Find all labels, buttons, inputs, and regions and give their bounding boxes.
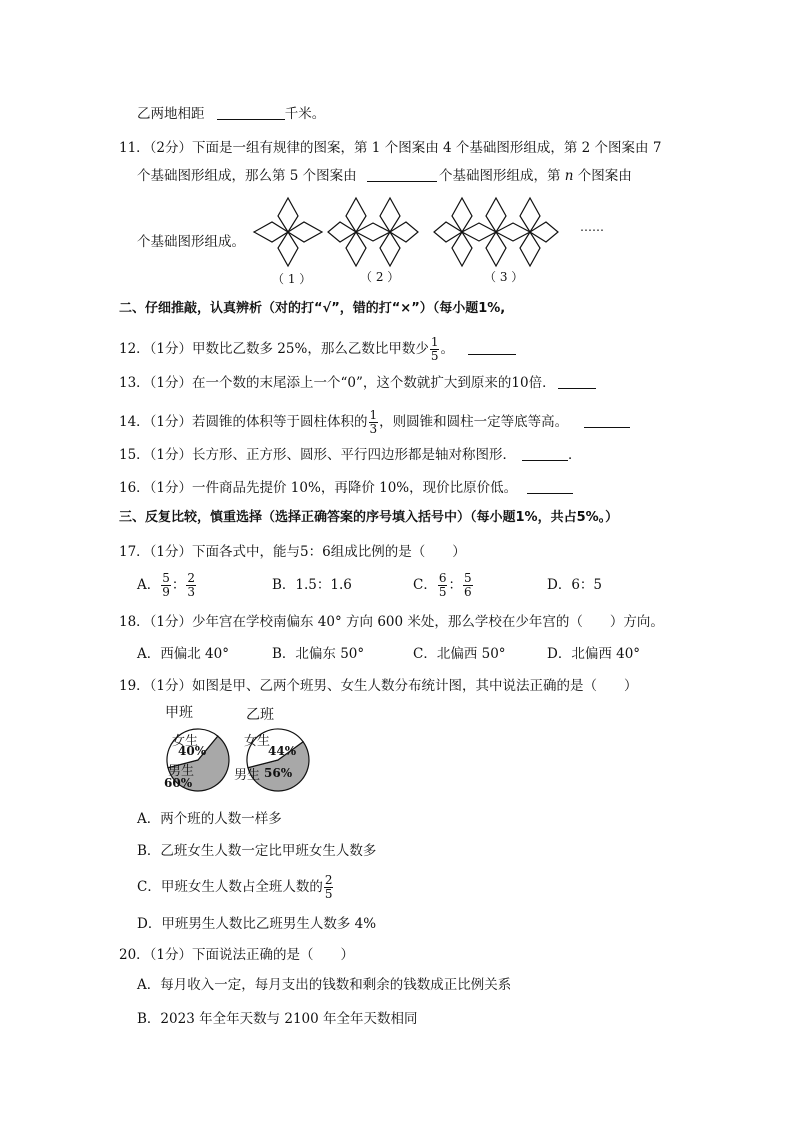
section-3-title: 三、反复比较，慎重选择（选择正确答案的序号填入括号中）（每小题1%，共占5%。）	[119, 510, 619, 525]
q18-option-d[interactable]: D．北偏西 40°	[547, 646, 641, 662]
q10-tail	[137, 104, 325, 124]
q17-a-frac2	[186, 572, 196, 599]
section-2-title: 二、仔细推敲，认真辨析（对的打“√”，错的打“×”）（每小题1%,	[119, 301, 506, 316]
frac-num: 5	[463, 571, 472, 585]
q12-fraction	[430, 336, 440, 363]
q17-a-sep: ：	[171, 577, 186, 593]
q17-c-frac2	[463, 572, 473, 599]
q14-blank[interactable]	[584, 413, 630, 428]
q14-text: 14．（1分）若圆锥的体积等于圆柱体积的	[119, 414, 368, 430]
pattern-1	[254, 198, 322, 266]
q17-option-a[interactable]	[137, 568, 197, 602]
q15-text: 15．（1分）长方形、正方形、圆形、平行四边形都是轴对称图形．	[119, 447, 517, 463]
pie-2-girl-label: 女生	[244, 734, 271, 749]
pattern-3	[434, 198, 558, 266]
pattern-label-1: （ 1 ）	[272, 272, 312, 286]
pie-2-title: 乙班	[246, 707, 274, 723]
pie-1-boy-label: 男生	[168, 764, 195, 779]
q20-option-b[interactable]: B．2023 年全年天数与 2100 年全年天数相同	[137, 1011, 418, 1027]
q16	[119, 478, 573, 498]
frac-num: 6	[438, 571, 447, 585]
q19-c-text: C．甲班女生人数占全班人数的	[137, 879, 323, 895]
q14	[119, 409, 630, 436]
q19-c-fraction	[324, 874, 334, 901]
q11-text-b: 个基础图形组成，第	[438, 168, 561, 184]
q15	[119, 445, 582, 465]
pie-2-girl-pct: 44%	[268, 744, 297, 758]
q11-stem-line1: 11．（2分）下面是一组有规律的图案，第 1 个图案由 4 个基础图形组成，第 2 个图案由 7	[119, 140, 662, 156]
q11-stem-line2	[137, 166, 632, 186]
frac-num: 2	[187, 571, 196, 585]
pie-2-boy-pct: 56%	[264, 766, 293, 780]
q17-c-sep: ：	[448, 577, 462, 593]
q10-text: 乙两地相距	[137, 106, 205, 122]
frac-den: 5	[438, 585, 447, 599]
q17-c-frac1	[438, 572, 448, 599]
q11-text-a: 个基础图形组成，那么第 5 个图案由	[137, 168, 357, 184]
q17-c-label: C．	[413, 577, 437, 593]
pie-1-boy-pct: 60%	[164, 776, 193, 790]
frac-den: 6	[463, 585, 472, 599]
q12	[119, 336, 516, 363]
q13-blank[interactable]	[558, 374, 596, 389]
frac-den: 5	[324, 887, 333, 901]
q18-option-a[interactable]: A．西偏北 40°	[137, 646, 229, 662]
q12-end: 。	[440, 341, 454, 357]
q17-a-frac1	[161, 572, 171, 599]
q11-text-c: 个图案由	[577, 168, 632, 184]
q11-blank[interactable]	[367, 167, 437, 182]
q10-unit: 千米。	[284, 106, 326, 122]
q20-option-a[interactable]: A．每月收入一定，每月支出的钱数和剩余的钱数成正比例关系	[137, 977, 512, 993]
pattern-2	[328, 198, 418, 266]
q12-text: 12．（1分）甲数比乙数多 25%，那么乙数比甲数少	[119, 341, 429, 357]
q19-option-c[interactable]	[137, 870, 334, 904]
q14-fraction	[369, 409, 379, 436]
frac-den: 9	[162, 585, 170, 599]
frac-num: 2	[324, 873, 333, 887]
frac-num: 5	[162, 571, 170, 585]
q19-option-d[interactable]: D．甲班男生人数比乙班男生人数多 4%	[137, 916, 377, 932]
q17-option-b[interactable]: B．1.5：1.6	[272, 577, 352, 593]
pattern-ellipsis: ……	[580, 220, 604, 234]
q14-end: ，则圆锥和圆柱一定等底等高。	[379, 414, 569, 430]
pattern-label-3: （ 3 ）	[484, 270, 524, 284]
q18-stem: 18．（1分）少年宫在学校南偏东 40° 方向 600 米处，那么学校在少年宫的（ ）方向。	[119, 614, 664, 630]
q13	[119, 373, 596, 393]
q19-option-b[interactable]: B．乙班女生人数一定比甲班女生人数多	[137, 843, 377, 859]
q18-option-b[interactable]: B．北偏东 50°	[272, 646, 365, 662]
q12-frac-num: 1	[430, 335, 439, 349]
q16-text: 16．（1分）一件商品先提价 10%，再降价 10%，现价比原价低。	[119, 480, 518, 496]
q17-option-d[interactable]: D．6：5	[547, 577, 603, 593]
q11-stem-line3: 个基础图形组成。	[137, 234, 245, 250]
q12-blank[interactable]	[468, 340, 516, 355]
q20-stem: 20．（1分）下面说法正确的是（ ）	[119, 947, 355, 963]
q16-blank[interactable]	[527, 479, 573, 494]
pie-1-girl-pct: 40%	[178, 744, 207, 758]
q17-a-label: A．	[137, 577, 161, 593]
q10-blank[interactable]	[217, 105, 285, 120]
pie-1-girl-label: 女生	[172, 734, 199, 749]
q12-frac-den: 5	[430, 349, 439, 363]
q14-frac-num: 1	[369, 408, 378, 422]
q19-stem: 19．（1分）如图是甲、乙两个班男、女生人数分布统计图，其中说法正确的是（ ）	[119, 678, 638, 694]
q19-option-a[interactable]: A．两个班的人数一样多	[137, 811, 282, 827]
pie-1-title: 甲班	[165, 705, 193, 721]
pie-2-boy-label: 男生	[234, 768, 261, 783]
q18-option-c[interactable]: C．北偏西 50°	[413, 646, 506, 662]
q13-text: 13．（1分）在一个数的末尾添上一个“0”，这个数就扩大到原来的10倍．	[119, 375, 556, 391]
q14-frac-den: 3	[369, 422, 378, 436]
q15-end: ．	[568, 447, 582, 463]
frac-den: 3	[187, 585, 196, 599]
q11-n: n	[564, 168, 574, 184]
q15-blank[interactable]	[522, 446, 568, 461]
q17-stem: 17．（1分）下面各式中，能与5：6组成比例的是（ ）	[119, 544, 466, 560]
pattern-label-2: （ 2 ）	[360, 270, 400, 284]
q17-option-c[interactable]	[413, 568, 474, 602]
